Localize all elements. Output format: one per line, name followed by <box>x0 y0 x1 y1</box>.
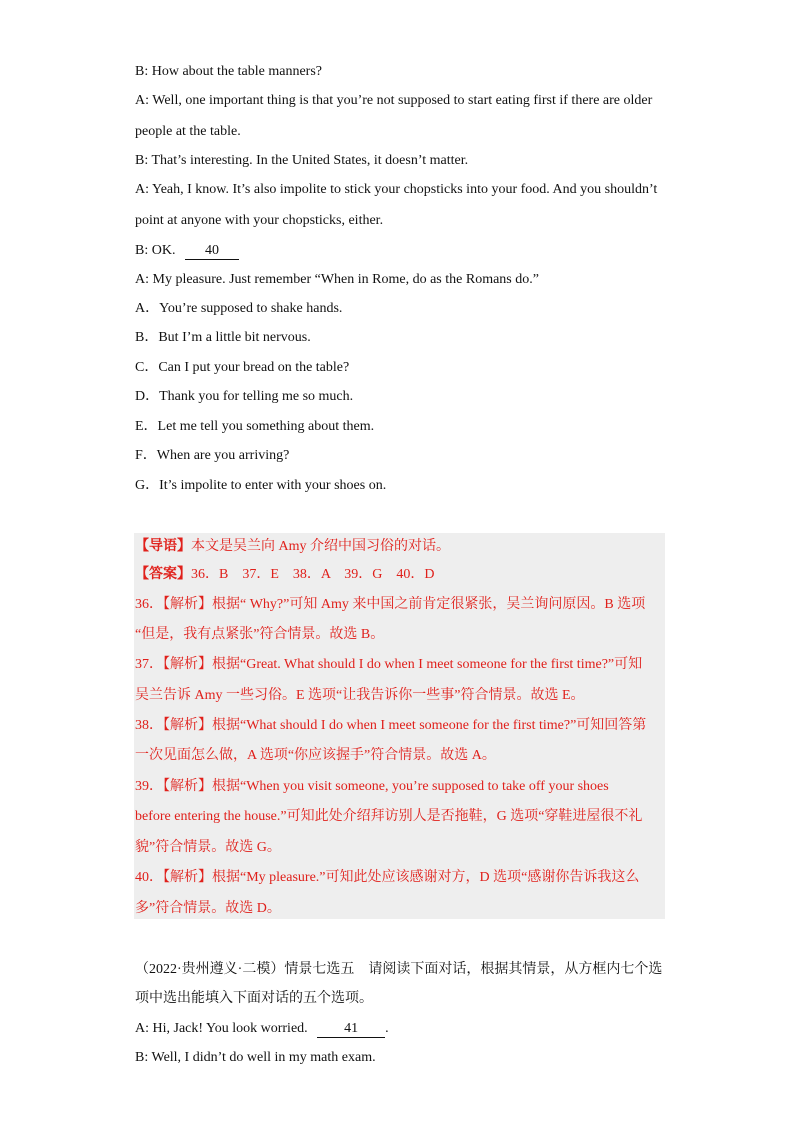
dialogue-line: people at the table. <box>135 124 241 139</box>
intro-line <box>135 537 450 557</box>
intro-tag: 【导语】 <box>135 539 191 554</box>
dialogue-line: A: Well, one important thing is that you’re not supposed to start eating first if there are older <box>135 93 653 108</box>
explanation-line: 36．【解析】根据“ Why?”可知 Amy 来中国之前肯定很紧张，吴兰询问原因。B 选项 <box>135 597 646 612</box>
question-intro: 项中选出能填入下面对话的五个选项。 <box>135 991 373 1006</box>
explanation-line: 39．【解析】根据“When you visit someone, you’re supposed to take off your shoes <box>135 779 609 794</box>
dialogue-prefix: A: Hi, Jack! You look worried. <box>135 1021 308 1036</box>
answer-tag: 【答案】 <box>135 567 191 582</box>
dialogue-line-blank-40 <box>135 241 239 261</box>
option-e: E．Let me tell you something about them. <box>135 419 375 434</box>
explanation-line: 多”符合情景。故选 D。 <box>135 901 281 916</box>
dialogue-line: point at anyone with your chopsticks, either. <box>135 213 384 228</box>
answer-text: 36．B 37．E 38．A 39．G 40．D <box>191 567 435 582</box>
explanation-line: before entering the house.”可知此处介绍拜访别人是否拖鞋，G 选项“穿鞋进屋很不礼 <box>135 809 643 824</box>
question-intro: （2022·贵州遵义·二模）情景七选五 请阅读下面对话，根据其情景，从方框内七个选 <box>135 962 663 977</box>
option-a: A．You’re supposed to shake hands. <box>135 301 343 316</box>
explanation-line: 37．【解析】根据“Great. What should I do when I meet someone for the first time?”可知 <box>135 657 643 672</box>
dialogue-line-blank-41 <box>135 1019 389 1039</box>
option-g: G．It’s impolite to enter with your shoes on. <box>135 478 387 493</box>
intro-text: 本文是吴兰向 Amy 介绍中国习俗的对话。 <box>191 539 450 554</box>
explanation-line: 一次见面怎么做，A 选项“你应该握手”符合情景。故选 A。 <box>135 748 496 763</box>
answer-blank-40: 40 <box>185 243 239 260</box>
option-b: B．But I’m a little bit nervous. <box>135 330 311 345</box>
option-c: C．Can I put your bread on the table? <box>135 360 350 375</box>
explanation-line: 38．【解析】根据“What should I do when I meet someone for the first time?”可知回答第 <box>135 718 647 733</box>
explanation-line: 吴兰告诉 Amy 一些习俗。E 选项“让我告诉你一些事”符合情景。故选 E。 <box>135 688 585 703</box>
option-f: F．When are you arriving? <box>135 448 290 463</box>
dialogue-line: A: Yeah, I know. It’s also impolite to stick your chopsticks into your food. And you shouldn’t <box>135 182 658 197</box>
explanation-line: 貌”符合情景。故选 G。 <box>135 840 281 855</box>
dialogue-line: B: That’s interesting. In the United States, it doesn’t matter. <box>135 153 469 168</box>
dialogue-suffix: . <box>385 1021 389 1036</box>
option-d: D．Thank you for telling me so much. <box>135 389 354 404</box>
explanation-line: 40．【解析】根据“My pleasure.”可知此处应该感谢对方，D 选项“感谢你告诉我这么 <box>135 870 640 885</box>
answer-blank-41: 41 <box>317 1021 385 1038</box>
dialogue-line: B: How about the table manners? <box>135 64 323 79</box>
dialogue-prefix: B: OK. <box>135 243 176 258</box>
explanation-line: “但是，我有点紧张”符合情景。故选 B。 <box>135 627 385 642</box>
answer-line <box>135 565 434 585</box>
dialogue-line: B: Well, I didn’t do well in my math exam. <box>135 1050 376 1065</box>
dialogue-line: A: My pleasure. Just remember “When in Rome, do as the Romans do.” <box>135 272 539 287</box>
